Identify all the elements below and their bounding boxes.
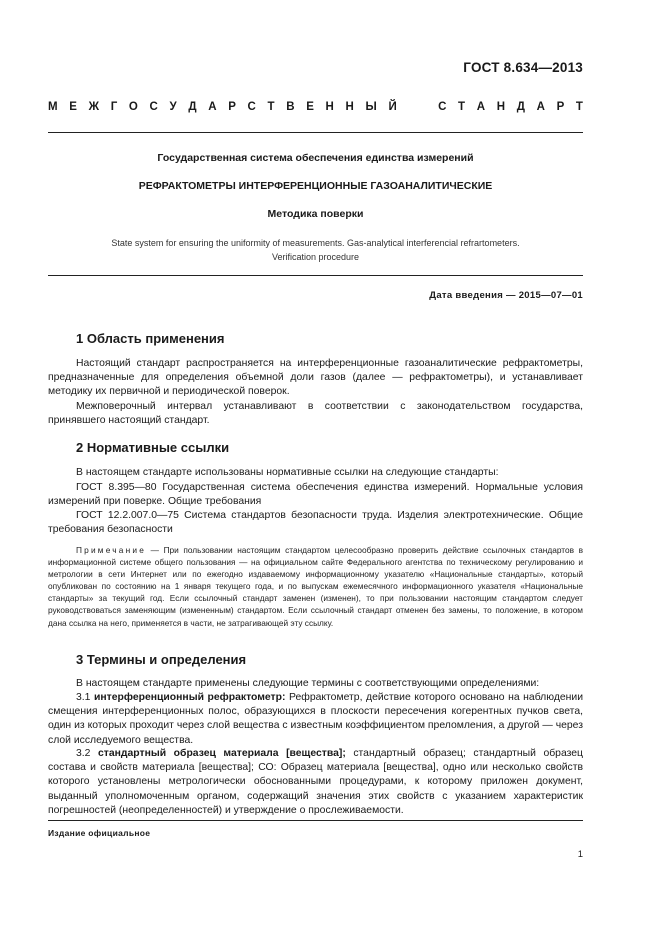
section-1-paragraph-2: Межповерочный интервал устанавливают в соответствии с законодательством государства, принявшего настоящий стандарт. (48, 401, 583, 427)
reference-gost-8-395: ГОСТ 8.395—80 Государственная система обеспечения единства измерений. Нормальные условия измерений при поверке. Общие требования (48, 482, 583, 508)
section-3-title: 3 Термины и определения (76, 652, 247, 667)
banner-letter-standard: С (438, 101, 447, 113)
english-title (48, 236, 583, 264)
section-2-paragraph-1: В настоящем стандарте использованы нормативные ссылки на следующие стандарты: (76, 467, 499, 478)
banner-letter-interstate: Н (325, 101, 334, 113)
banner-letter-interstate: Г (110, 101, 118, 113)
system-title: Государственная система обеспечения единства измерений (157, 152, 474, 164)
banner-letter-interstate: Н (345, 101, 354, 113)
footer-rule (48, 820, 583, 821)
header-rule (48, 132, 583, 133)
banner-letter-interstate: А (208, 101, 217, 113)
banner-letter-interstate: У (169, 101, 177, 113)
banner-letter-interstate: В (286, 101, 295, 113)
section-1-title: 1 Область применения (76, 331, 225, 346)
official-edition-label: Издание официальное (48, 828, 151, 838)
english-title-line-2: Verification procedure (271, 252, 360, 262)
banner-letter-standard: А (536, 101, 545, 113)
banner-letter-standard: Р (556, 101, 565, 113)
title-rule (48, 275, 583, 276)
banner-letter-standard: А (476, 101, 486, 113)
section-2-title: 2 Нормативные ссылки (76, 440, 230, 455)
banner-letter-standard: Т (458, 101, 466, 113)
banner-word-gap (408, 101, 426, 113)
introduction-date: Дата введения — 2015—07—01 (429, 290, 583, 301)
banner-letter-interstate: Й (388, 101, 397, 113)
section-3-paragraph-1: В настоящем стандарте применены следующие термины с соответствующими определениями: (76, 678, 540, 689)
banner-letter-standard: Т (575, 101, 583, 113)
banner-letter-interstate: О (128, 101, 138, 113)
banner-letter-interstate: Е (306, 101, 314, 113)
reference-gost-12-2-007-0: ГОСТ 12.2.007.0—75 Система стандартов безопасности труда. Изделия электротехнические. Общие требования безопасности (48, 510, 583, 536)
banner-letter-interstate: Е (69, 101, 77, 113)
banner-letter-standard: Д (516, 101, 525, 113)
banner-letter-interstate: Т (267, 101, 275, 113)
banner-letter-interstate: С (247, 101, 256, 113)
banner-letter-interstate: С (149, 101, 158, 113)
term-3-1: 3.1 интерференционный рефрактометр: Рефрактометр, действие которого основано на наблюдении смещения интерференционных полос, образующихся в плоскости пересечения когерентных пучков света, один из которых проходит через слой вещества с известным коэффициентом преломления, а другой — через слой исследуемого вещества. (48, 692, 584, 746)
page-number: 1 (577, 849, 583, 860)
main-title: РЕФРАКТОМЕТРЫ ИНТЕРФЕРЕНЦИОННЫЕ ГАЗОАНАЛИТИЧЕСКИЕ (138, 180, 493, 192)
banner-letter-interstate: Ы (365, 101, 377, 113)
section-1-paragraph-1: Настоящий стандарт распространяется на интерференционные газоаналитические рефрактометры, предназначенные для определения объемной доли газов (далее — рефрактометры), и устанавливает методику их первичной и периодической поверок. (48, 358, 583, 398)
banner-letter-interstate: М (48, 101, 58, 113)
english-title-line-1: State system for ensuring the uniformity of measurements. Gas-analytical interferencial refrartometers. (111, 238, 520, 248)
references-note: Примечание — При пользовании настоящим стандартом целесообразно проверить действие ссылочных стандартов в информационной системе общего пользования — на официальном сайте Федерального агентства по техническому регулированию и метрологии в сети Интернет или по ежегодно издаваемому информационному указателю «Национальные стандарты», который опубликован по состоянию на 1 января текущего года, и по выпускам ежемесячного информационного указателя «Национальные стандарты» за текущий год. Если ссылочный стандарт заменен (изменен), то при пользовании настоящим стандартом следует руководствоваться заменяющим (измененным) стандартом. Если ссылочный стандарт отменен без замены, то положение, в котором дана ссылка на него, применяется в части, не затрагивающей эту ссылку. (48, 545, 583, 628)
document-number: ГОСТ 8.634—2013 (463, 60, 583, 75)
document-subtitle: Методика поверки (267, 208, 364, 220)
banner-letter-standard: Н (496, 101, 506, 113)
banner-letter-interstate: Д (188, 101, 197, 113)
term-3-2: 3.2 стандартный образец материала [вещества]; стандартный образец; стандартный образец состава и свойств материала [вещества]; СО: Образец материала [вещества], одно или несколько свойств которого установлены метрологически обоснованными процедурами, к которому приложен документ, выданный уполномоченным органом, содержащий значения этих свойств с указанием характеристик погрешностей (неопределенностей) и утверждение о прослеживаемости. (48, 748, 583, 816)
banner-letter-interstate: Ж (88, 101, 100, 113)
interstate-standard-banner (48, 101, 583, 113)
banner-letter-interstate: Р (228, 101, 236, 113)
